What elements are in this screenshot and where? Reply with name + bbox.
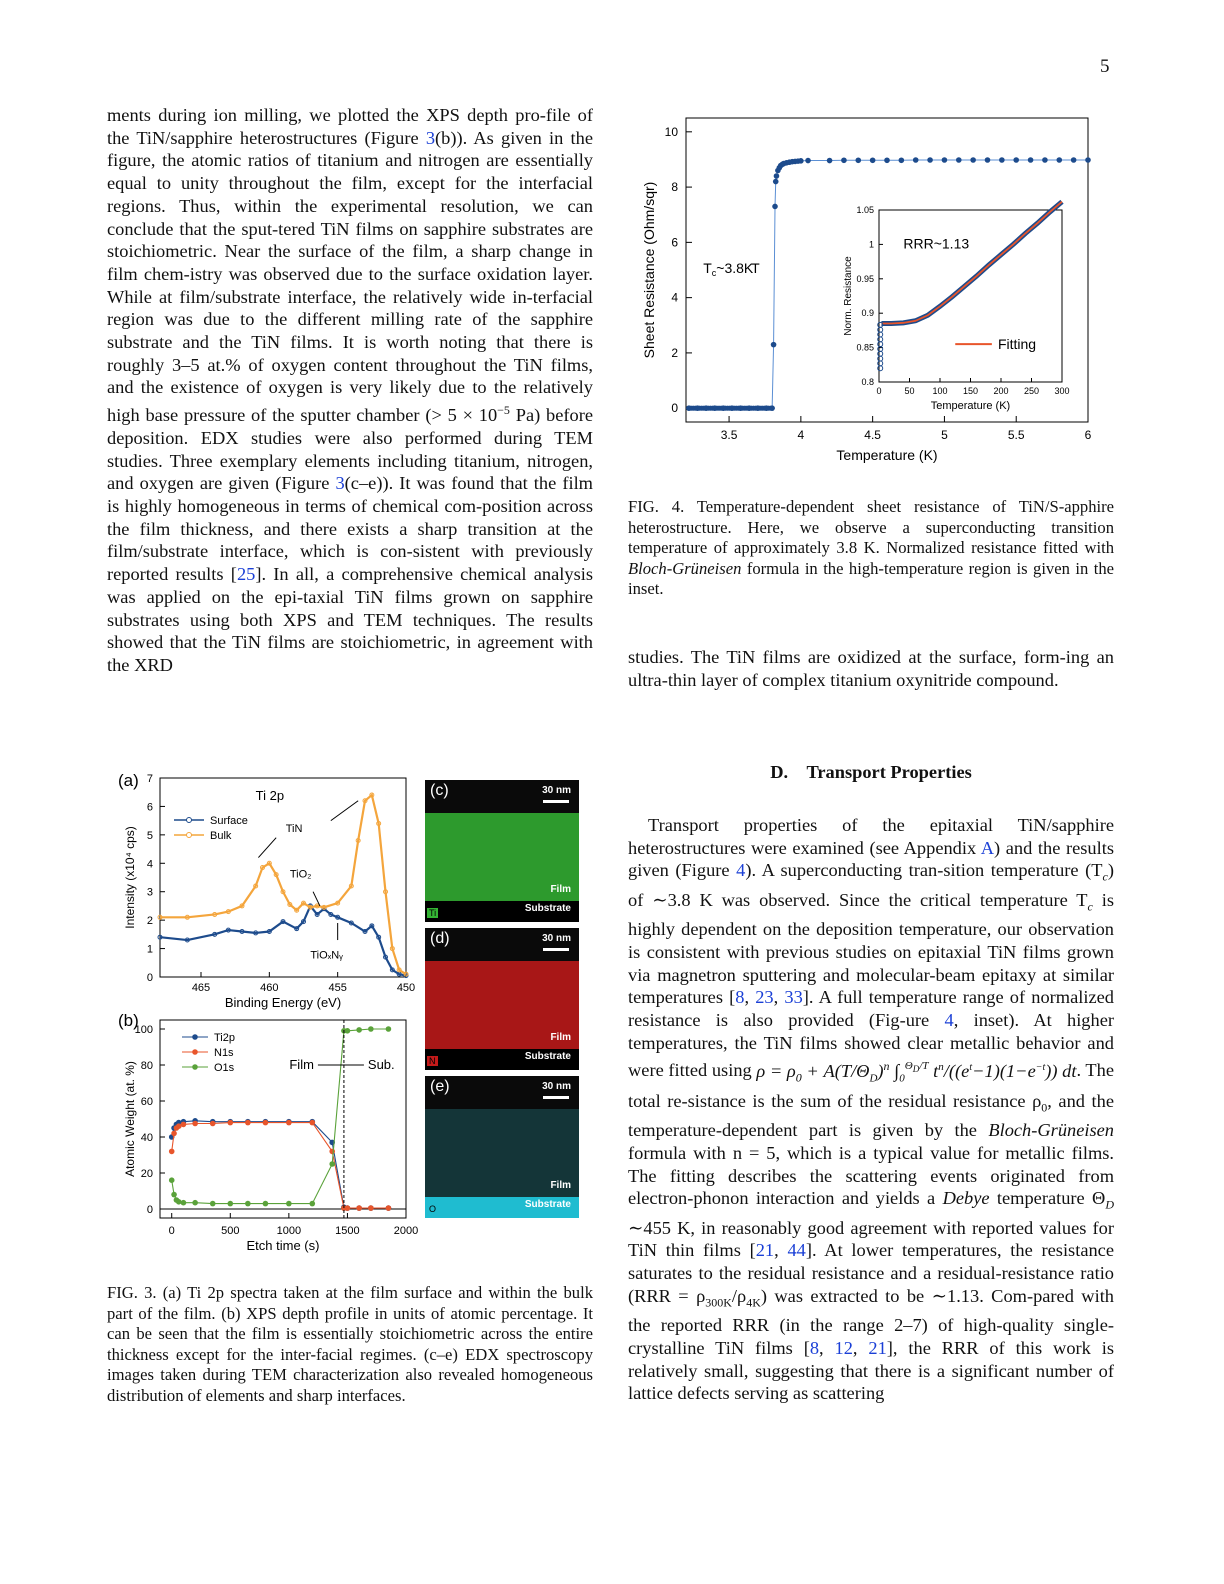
data-point (913, 157, 919, 163)
inset-y-tick-label: 1 (868, 239, 874, 250)
series-line-bulk (160, 795, 406, 974)
tin-annotation: TiN (285, 823, 303, 836)
inset-x-tick-label: 0 (876, 386, 882, 396)
tc-label: T (751, 259, 760, 276)
citation-link[interactable]: 21 (868, 1337, 887, 1358)
edx-element-label: N (429, 1056, 436, 1066)
citation-link[interactable]: 8 (809, 1337, 820, 1358)
edx-film-label: Film (550, 884, 571, 895)
y-tick-label: 4 (146, 858, 153, 871)
data-point (356, 1205, 362, 1211)
transport-paragraph: Transport properties of the epitaxial TiN/sapphire heterostructures were examined (see Appendix A) and the results given (Figure 4). A superconducting tran-sition temperature $(T_c)$ of ∼3.8 K was observed. Since the critical temperature $T_c$ is highly dependent on the deposition temperature, our observation is consistent with previous studies on epitaxial TiN films grown via magnetron sputtering and molecular-beam epitaxy at similar temperatures [8, 23, 33]. A full temperature range of normalized resistance is also provided (Fig-ure 4, inset). At higher temperatures, the TiN films showed clear metallic behavior and were fitted using $\rho = \rho_0 + A(T/\Theta_D)^n$ $\int_0^{\Theta_D/T}$ $t^n/((e^t-1)(1-e^{-t}))$ dt. The total re-sistance is the sum of the residual resistance $\rho_0$, and the temperature-dependent part is given by the Bloch-Grüneisen formula with n = 5, which is a typical value for metallic films. The fitting describes the scattering events originated from electron-phonon interaction and yields a Debye temperature $\Theta_D$ ∼455 K, in reasonably good agreement with reported values for TiN thin films [21, 44]. At lower temperatures, the resistance saturates to the residual resistance and a residual-resistance ratio $(RRR = \rho_{300K}/\rho_{4K})$ was extracted to be ∼1.13. Com-pared with the reported RRR (in the range 2–7) of high-quality single-crystalline TiN films [8, 12, 21], the RRR of this work is relatively small, suggesting that there is a significant number of lattice defects serving as scattering (628, 815, 1115, 1404)
data-point (210, 1201, 216, 1207)
x-tick-label: 4.5 (864, 428, 881, 442)
x-tick-label: 455 (328, 982, 347, 994)
y-tick-label: 10 (664, 124, 678, 139)
y-tick-label: 7 (146, 773, 153, 785)
data-point (927, 157, 933, 163)
legend-marker (187, 833, 192, 838)
edx-element-label: O (429, 1204, 437, 1214)
figure-4-caption: FIG. 4. Temperature-dependent sheet resistance of TiN/S-apphire heterostructure. Here, we observe a superconducting transition temperature of approximately 3.8 K. Normalized resistance fitted with Bloch-Grüneisen formula in the high-temperature region is given in the inset. (628, 497, 1114, 599)
data-point (773, 179, 779, 185)
data-point (368, 1026, 374, 1032)
y-tick-label: 2 (671, 345, 678, 360)
series-line-o1s (172, 1029, 389, 1204)
x-tick-label: 450 (396, 982, 416, 994)
inset-x-tick-label: 150 (962, 386, 979, 396)
data-point (309, 1120, 315, 1126)
inset-y-tick-label: 0.9 (861, 308, 874, 319)
edx-element-label: Ti (429, 908, 437, 918)
edx-scale-label: 30 nm (542, 1081, 571, 1092)
edx-film-label: Film (550, 1180, 571, 1191)
y-tick-label: 80 (140, 1060, 153, 1072)
data-point (764, 405, 770, 411)
data-point (841, 157, 847, 163)
data-point (176, 1199, 182, 1205)
data-point (192, 1121, 198, 1127)
x-tick-label: 1000 (276, 1225, 302, 1237)
figure-4-chart (636, 110, 1106, 480)
y-tick-label: 2 (146, 915, 153, 928)
y-tick-label: 6 (671, 235, 678, 250)
legend-label: Bulk (210, 830, 232, 842)
data-point (210, 1121, 216, 1127)
panel-label: (b) (118, 1011, 139, 1030)
series-line-ti2p (172, 1121, 389, 1208)
citation-link[interactable]: 25 (236, 564, 256, 585)
chart-title: Ti 2p (255, 788, 285, 803)
data-point (956, 157, 962, 163)
y-tick-label: 6 (146, 801, 153, 814)
edx-panel-label: (d) (430, 930, 450, 947)
inset-y-axis-label: Norm. Resistance (843, 256, 854, 336)
data-point (345, 1028, 351, 1034)
edx-scale-label: 30 nm (542, 933, 571, 944)
data-point (884, 157, 890, 163)
inset-rrr-label: RRR~1.13 (903, 235, 970, 252)
data-point (181, 1122, 187, 1128)
data-point (171, 1192, 177, 1198)
y-tick-label: 100 (134, 1024, 153, 1036)
scale-bar (543, 948, 569, 951)
x-tick-label: 465 (191, 982, 211, 994)
y-tick-label: 5 (146, 829, 153, 842)
y-axis-label: Sheet Resistance (Ohm/sqr) (641, 181, 657, 359)
data-point (970, 157, 976, 163)
data-point (309, 1201, 315, 1207)
inset-y-tick-label: 0.95 (856, 273, 874, 284)
data-point (686, 405, 692, 411)
edx-panel (425, 1076, 579, 1218)
xps-paragraph: ments during ion milling, we plotted the XPS depth pro-file of the TiN/sapphire heterostructures (Figure 3(b)). As given in the figure, the atomic ratios of titanium and nitrogen are essentially equal to unity throughout the film, except for the interfacial regions. Thus, within the experimental resolution, we can conclude that the sput-tered TiN films on sapphire substrates are stoichiometric. Near the surface of the film, a sharp change in film chem-istry was observed due to the surface oxidation layer. While at film/substrate interface, the relatively wide in-terfacial region was due to the different milling rate of the sapphire substrate and the TiN films. It is worth noting that there is roughly 3–5 at.% of oxygen content throughout the TiN films, and the existence of oxygen is very likely due to the relatively high base pressure of the sputter chamber (> $5 \times 10^{-5}$ Pa) before deposition. EDX studies were also performed during TEM studies. Three exemplary elements including titanium, nitrogen, and oxygen are given (Figure 3(c–e)). It was found that the film is highly homogeneous in terms of chemical com-position across the film thickness, and there exists a sharp transition at the film/substrate interface, which is con-sistent with previously reported results [25]. In all, a comprehensive chemical analysis was applied on the epi-taxial TiN films grown on sapphire substrates using both XPS and TEM techniques. The results showed that the TiN films are stoichiometric, in agreement with the XRD (107, 105, 593, 675)
data-point (774, 173, 780, 179)
data-point (771, 342, 777, 348)
data-point (798, 158, 804, 164)
y-tick-label: 20 (140, 1168, 153, 1180)
x-tick-label: 1500 (335, 1225, 360, 1237)
legend-marker (192, 1034, 198, 1040)
data-point (899, 157, 905, 163)
series-line-n1s (172, 1123, 389, 1209)
data-point (227, 1120, 233, 1126)
inset-y-tick-label: 0.8 (861, 377, 874, 387)
edx-substrate-label: Substrate (524, 903, 571, 914)
data-point (169, 1149, 175, 1155)
x-tick-label: 5 (941, 428, 948, 442)
x-tick-label: 3.5 (720, 428, 738, 442)
panel-label: (a) (118, 771, 139, 790)
data-point (738, 405, 744, 411)
figure-ref[interactable]: 3 (425, 127, 436, 148)
data-point (192, 1200, 198, 1206)
y-tick-label: 8 (671, 180, 678, 195)
x-axis-label: Temperature (K) (836, 447, 938, 463)
inset-legend-label: Fitting (997, 336, 1037, 353)
x-tick-label: 6 (1084, 428, 1092, 442)
legend-label: Ti2p (214, 1032, 235, 1044)
sub-label: Sub. (367, 1057, 395, 1072)
y-tick-label: 3 (146, 886, 153, 899)
x-axis-label: Etch time (s) (246, 1238, 320, 1253)
data-point (805, 158, 811, 164)
tioxny-annotation: TiOₓNᵧ (310, 949, 343, 962)
data-point (999, 157, 1005, 163)
data-point (746, 405, 752, 411)
data-point (356, 1027, 362, 1033)
edx-panel-label: (c) (430, 782, 449, 799)
citation-link[interactable]: 44 (787, 1240, 806, 1261)
citation-link[interactable]: 12 (834, 1337, 853, 1358)
data-point (1071, 157, 1077, 163)
y-tick-label: 0 (146, 1204, 153, 1216)
data-point (263, 1201, 269, 1207)
figure-3-caption: FIG. 3. (a) Ti 2p spectra taken at the film surface and within the bulk part of the film. (b) XPS depth profile in units of atomic percentage. It can be seen that the film is essentially stoichiometric across the entire thickness except for the inter-facial regimes. (c–e) EDX spectroscopy images taken during TEM characterization also revealed homogeneous distribution of elements and sharp interfaces. (107, 1283, 593, 1405)
scale-bar (543, 800, 569, 803)
data-point (171, 1131, 177, 1137)
y-tick-label: 40 (140, 1132, 153, 1144)
data-point (345, 1205, 351, 1211)
data-point (245, 1201, 251, 1207)
tin-arrow (331, 801, 358, 821)
legend-marker (187, 818, 192, 823)
x-tick-label: 0 (168, 1225, 175, 1237)
data-point (227, 1201, 233, 1207)
x-tick-label: 2000 (393, 1225, 419, 1237)
data-point (1028, 157, 1034, 163)
data-point (386, 1026, 392, 1032)
data-point (263, 1120, 269, 1126)
edx-panel (425, 780, 579, 922)
inset-x-tick-label: 300 (1054, 386, 1070, 396)
data-point (942, 157, 948, 163)
figure-ref[interactable]: 3 (335, 473, 345, 494)
y-axis-label: Atomic Weight (at. %) (123, 1061, 137, 1177)
edx-panel-label: (e) (430, 1078, 450, 1095)
legend-marker (192, 1049, 198, 1055)
data-point (329, 1149, 335, 1155)
inset-x-tick-label: 100 (932, 386, 948, 396)
data-point (772, 204, 778, 210)
data-point (755, 405, 761, 411)
inset-x-tick-label: 250 (1023, 386, 1040, 396)
tc-annotation: $T_c\sim 3.8K$ (703, 259, 754, 278)
figure-ref[interactable]: 4 (736, 860, 746, 881)
edx-film-label: Film (550, 1032, 571, 1043)
data-point (870, 157, 876, 163)
plot-frame (160, 778, 406, 977)
y-tick-label: 0 (146, 972, 153, 984)
tin-arrow (258, 838, 276, 858)
y-tick-label: 4 (671, 290, 678, 305)
edx-substrate-label: Substrate (524, 1199, 571, 1210)
figure-ref[interactable]: 4 (944, 1009, 954, 1030)
inset-x-tick-label: 200 (993, 386, 1009, 396)
data-point (855, 157, 861, 163)
section-heading: D. Transport Properties (770, 762, 972, 782)
legend-label: N1s (214, 1047, 234, 1059)
data-point (695, 405, 701, 411)
data-point (712, 405, 718, 411)
data-point (985, 157, 991, 163)
inset-y-tick-label: 1.05 (856, 205, 874, 215)
citation-link[interactable]: 33 (784, 987, 803, 1008)
citation-link[interactable]: 21 (755, 1240, 775, 1261)
x-tick-label: 460 (260, 982, 279, 994)
y-axis-label: Intensity (x10⁴ cps) (123, 826, 137, 929)
edx-panels (425, 780, 579, 1220)
tio2-annotation: TiO₂ (289, 868, 312, 881)
data-point (286, 1120, 292, 1126)
data-point (386, 1205, 392, 1211)
data-point (368, 1205, 374, 1211)
data-point (1013, 157, 1019, 163)
legend-label: Surface (210, 815, 248, 827)
legend-marker (192, 1064, 198, 1070)
edx-panel (425, 928, 579, 1070)
right-top-text: studies. The TiN films are oxidized at the surface, form-ing an ultra-thin layer of complex titanium oxynitride compound. (628, 647, 1114, 690)
appendix-ref[interactable]: A (980, 837, 995, 858)
data-point (703, 405, 709, 411)
data-point (245, 1120, 251, 1126)
film-label: Film (289, 1057, 314, 1072)
y-tick-label: 0 (671, 401, 678, 416)
data-point (286, 1201, 292, 1207)
data-point (1042, 157, 1048, 163)
inset-x-tick-label: 50 (904, 386, 915, 396)
edx-substrate-label: Substrate (524, 1051, 571, 1062)
data-point (1085, 157, 1091, 163)
y-tick-label: 60 (140, 1096, 153, 1108)
x-tick-label: 4 (797, 428, 805, 442)
legend-label: O1s (214, 1062, 235, 1074)
citation-link[interactable]: 8 (735, 987, 745, 1008)
data-point (169, 1177, 175, 1183)
edx-scale-label: 30 nm (542, 785, 571, 796)
data-point (827, 158, 833, 164)
page-number: 5 (1100, 56, 1110, 77)
left-column-text (107, 104, 593, 677)
x-axis-label: Binding Energy (eV) (224, 995, 342, 1010)
x-tick-label: 500 (221, 1225, 240, 1237)
data-point (329, 1161, 335, 1167)
inset-y-tick-label: 0.85 (856, 342, 874, 353)
data-point (729, 405, 735, 411)
data-point (181, 1200, 187, 1206)
figure-3ab-charts (112, 770, 422, 1260)
data-point (769, 405, 775, 411)
bloch-gruneisen-equation: $\rho = \rho_0 + A(T/\Theta_D)^n$ $\int_0^{\Theta_D/T}$ $t^n/((e^t-1)(1-e^{-t}))$ dt (756, 1058, 1077, 1085)
citation-link[interactable]: 23 (755, 987, 774, 1008)
x-tick-label: 5.5 (1007, 428, 1025, 442)
data-point (721, 405, 727, 411)
data-point (1056, 157, 1062, 163)
y-tick-label: 1 (146, 943, 153, 956)
scale-bar (543, 1096, 569, 1099)
inset-x-axis-label: Temperature (K) (930, 400, 1011, 412)
